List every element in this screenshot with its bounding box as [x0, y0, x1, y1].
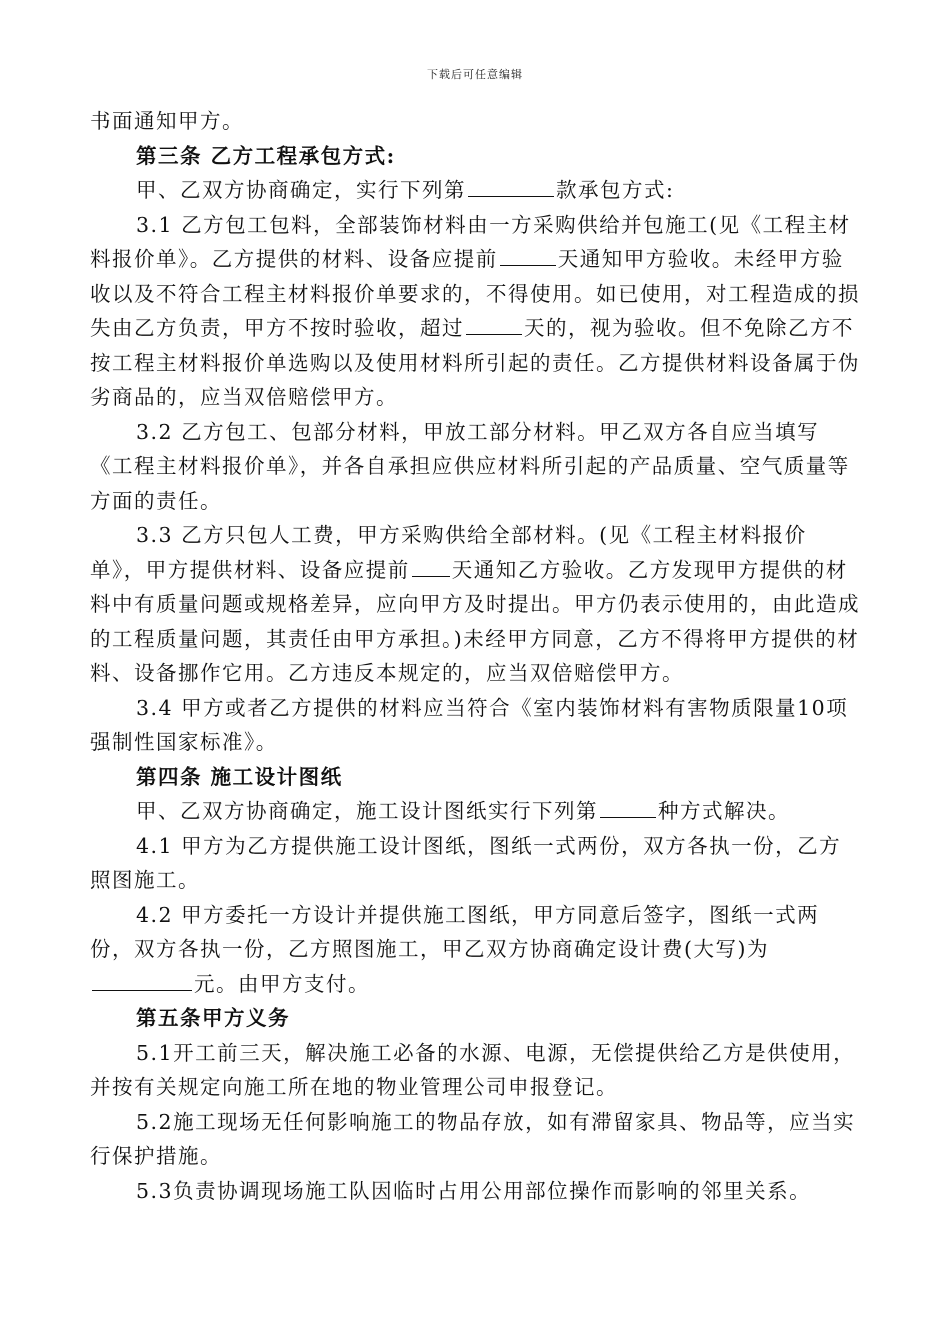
section-heading-5: 第五条甲方义务	[136, 1006, 290, 1030]
paragraph-text: 天通知甲方验收。未经甲方验收以及不符合工程主材料报价单要求的，不得使用。如已使用，对工程造成的损失由乙方负责，甲方不按时验收，超过	[90, 247, 860, 340]
paragraph-design-method	[90, 794, 860, 829]
paragraph-text: 款承包方式:	[556, 178, 675, 202]
paragraph-text: 3.1 乙方包工包料，全部装饰材料由一方采购供给并包施工(见《工程主材料报价单》。乙方提供的材料、设备应提前	[90, 212, 851, 271]
clause-5-2: 5.2施工现场无任何影响施工的物品存放，如有滞留家具、物品等，应当实行保护措施。	[90, 1109, 856, 1168]
paragraph-text: 3.3 乙方只包人工费，甲方采购供给全部材料。(见《工程主材料报价单》，甲方提供材料、设备应提前	[90, 523, 807, 582]
clause-5-1: 5.1开工前三天，解决施工必备的水源、电源，无偿提供给乙方是供使用，并按有关规定向施工所在地的物业管理公司申报登记。	[90, 1040, 856, 1099]
paragraph-text: 天通知乙方验收。乙方发现甲方提供的材料中有质量问题或规格差异，应向甲方及时提出。甲方仍表示使用的，由此造成的工程质量问题，其责任由甲方承担。)未经甲方同意，乙方不得将甲方提供的材料、设备挪作它用。乙方违反本规定的，应当双倍赔偿甲方。	[90, 557, 860, 685]
clause-4-1: 4.1 甲方为乙方提供施工设计图纸，图纸一式两份，双方各执一份，乙方照图施工。	[90, 833, 842, 892]
paragraph-text: 天的，视为验收。但不免除乙方不按工程主材料报价单选购以及使用材料所引起的责任。乙方提供材料设备属于伪劣商品的，应当双倍赔偿甲方。	[90, 316, 860, 409]
clause-5-3: 5.3负责协调现场施工队因临时占用公用部位操作而影响的邻里关系。	[136, 1178, 812, 1203]
section-heading-3: 第三条 乙方工程承包方式:	[136, 143, 396, 168]
paragraph-text: 甲、乙双方协商确定，实行下列第	[136, 178, 466, 202]
paragraph-text: 元。由甲方支付。	[194, 971, 370, 996]
paragraph-text: 甲、乙双方协商确定，施工设计图纸实行下列第	[136, 799, 598, 823]
paragraph-notify: 书面通知甲方。	[90, 109, 244, 133]
clause-3-3	[90, 518, 860, 691]
fill-in-blank	[412, 556, 450, 577]
fill-in-blank	[600, 797, 656, 818]
document-body	[90, 104, 860, 1208]
fill-in-blank	[468, 176, 554, 197]
clause-3-4: 3.4 甲方或者乙方提供的材料应当符合《室内装饰材料有害物质限量10项强制性国家标准》。	[90, 695, 849, 754]
paragraph-contract-method	[90, 173, 860, 208]
fill-in-blank	[466, 314, 522, 335]
clause-3-1	[90, 208, 860, 415]
clause-4-2	[90, 898, 860, 1002]
paragraph-text: 4.2 甲方委托一方设计并提供施工图纸，甲方同意后签字，图纸一式两份，双方各执一份，乙方照图施工，甲乙双方协商确定设计费(大写)为	[90, 902, 820, 961]
fill-in-blank	[92, 970, 192, 991]
paragraph-text: 种方式解决。	[658, 799, 790, 823]
section-heading-4: 第四条 施工设计图纸	[136, 764, 343, 789]
clause-3-2: 3.2 乙方包工、包部分材料，甲放工部分材料。甲乙双方各自应当填写《工程主材料报价单》，并各自承担应供应材料所引起的产品质量、空气质量等方面的责任。	[90, 419, 850, 513]
fill-in-blank	[500, 245, 556, 266]
page-header: 下载后可任意编辑	[427, 68, 523, 81]
